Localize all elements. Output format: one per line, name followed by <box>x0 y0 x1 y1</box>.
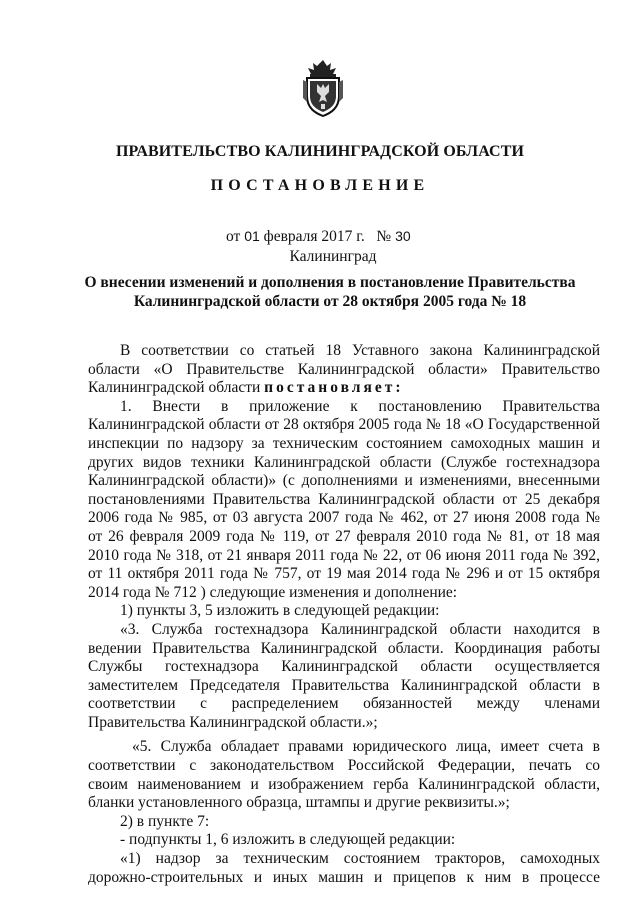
document-number: 30 <box>395 228 411 244</box>
government-title: ПРАВИТЕЛЬСТВО КАЛИНИНГРАДСКОЙ ОБЛАСТИ <box>115 143 525 160</box>
body-line: области «О Правительстве Калининградской области» Правительство <box>88 360 600 378</box>
body-line: 2006 года № 985, от 03 августа 2007 года № 462, от 27 июня 2008 года № <box>88 509 600 527</box>
resolve-word: постановляет: <box>264 379 404 397</box>
body-line: Калининградской области <box>88 379 261 397</box>
body-line: соответствии с законодательством Российской Федерации, печать со <box>88 757 600 775</box>
date-rest: февраля 2017 г. <box>263 228 365 245</box>
body-line: соответствии с распределением обязанностей между членами <box>88 695 600 713</box>
document-subject <box>60 273 600 311</box>
subject-line: О внесении изменений и дополнения в постановление Правительства <box>84 274 576 291</box>
body-line: ведении Правительства Калининградской области. Координация работы <box>88 639 600 657</box>
body-line: «1) надзор за техническим состоянием тракторов, самоходных <box>120 850 600 868</box>
subject-line: Калининградской области от 28 октября 2005 года № 18 <box>133 293 527 310</box>
body-line: 2014 года № 712 ) следующие изменения и дополнение: <box>88 583 458 601</box>
date-day: 01 <box>244 228 260 244</box>
body-line: В соответствии со статьей 18 Уставного закона Калининградской <box>120 342 600 359</box>
body-line: бланки установленного образца, штампы и другие реквизиты.»; <box>88 794 510 812</box>
body-line: постановлениями Правительства Калининградской области от 25 декабря <box>88 490 600 508</box>
number-label: № <box>376 228 392 245</box>
body-line: 2) в пункте 7: <box>120 812 210 830</box>
body-line: дорожно-строительных и иных машин и прицепов к ним в процессе <box>88 868 600 886</box>
body-line: от 26 февраля 2009 года № 119, от 27 февраля 2010 года № 81, от 18 мая <box>88 527 600 545</box>
body-line: Калининградской области от 28 октября 2005 года № 18 «О Государственной <box>88 416 600 434</box>
body-line: 1) пункты 3, 5 изложить в следующей редакции: <box>120 602 440 620</box>
document-body <box>88 342 600 887</box>
date-line <box>226 228 411 246</box>
body-line: 1. Внести в приложение к постановлению Правительства <box>120 397 600 415</box>
body-line: «3. Служба гостехнадзора Калининградской области находится в <box>120 620 600 638</box>
body-line: - подпункты 1, 6 изложить в следующей редакции: <box>120 831 456 849</box>
body-line: Правительства Калининградской области.»; <box>88 713 378 731</box>
body-line: от 11 октября 2011 года № 757, от 19 мая 2014 года № 296 и от 15 октября <box>88 565 600 583</box>
city: Калининград <box>289 248 377 265</box>
coat-of-arms-icon <box>301 58 345 118</box>
body-line: Службы гостехнадзора Калининградской области осуществляется <box>88 658 600 676</box>
body-line: «5. Служба обладает правами юридического лица, имеет счета в <box>132 738 600 756</box>
body-line: других видов техники Калининградской области (Службе гостехнадзора <box>88 453 600 471</box>
body-line: своим наименованием и изображением герба Калининградской области, <box>88 775 600 793</box>
body-line: Калининградской области)» (с дополнениями и изменениями, внесенными <box>88 472 600 490</box>
body-line-resolve <box>88 379 600 398</box>
document-type: ПОСТАНОВЛЕНИЕ <box>210 177 430 194</box>
body-line: 2010 года № 318, от 21 января 2011 года № 22, от 06 июня 2011 года № 392, <box>88 546 600 564</box>
body-line: заместителем Председателя Правительства Калининградской области в <box>88 676 600 694</box>
date-prefix: от <box>226 228 241 245</box>
body-line: инспекции по надзору за техническим состоянием самоходных машин и <box>88 434 600 452</box>
